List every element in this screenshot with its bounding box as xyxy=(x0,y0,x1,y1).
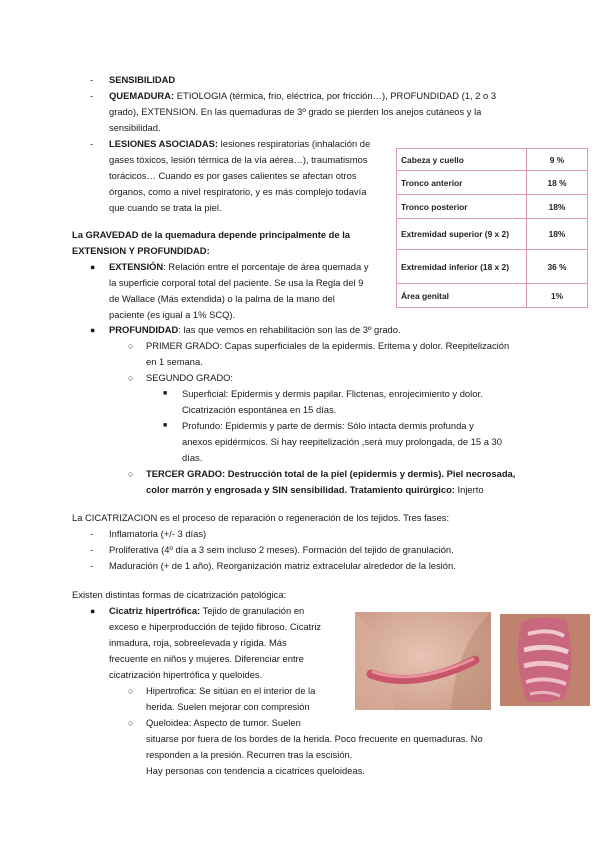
profundidad-line: PROFUNDIDAD: las que vemos en rehabilitación son las de 3º grado. xyxy=(109,324,401,335)
dash-marker: - xyxy=(90,90,94,101)
table-cell-label: Tronco posterior xyxy=(397,195,527,219)
superficial-line-1: Superficial: Epidermis y dermis papilar. Flictenas, enrojecimiento y dolor. xyxy=(182,388,483,399)
profundo-line-3: días. xyxy=(182,452,203,463)
table-row xyxy=(397,149,588,171)
superficial-line-2: Cicatrización espontánea en 15 días. xyxy=(182,404,337,415)
queloidea-line-3: responden a la presión. Recurren tras la escisión. xyxy=(146,749,353,760)
cicatrizacion-intro: La CICATRIZACION es el proceso de reparación o regeneración de los tejidos. Tres fases: xyxy=(72,512,450,523)
profundo-line-2: anexos epidérmicos. Si hay reepitelización ,será muy prolongada, de 15 a 30 xyxy=(182,436,502,447)
bullet-marker: ● xyxy=(90,325,96,335)
lesiones-line-5: que cuando se trata la piel. xyxy=(109,202,222,213)
table-row xyxy=(397,219,588,250)
table-row xyxy=(397,284,588,308)
table-cell-value: 18% xyxy=(527,219,588,250)
hipertrofica-line-3: inmadura, roja, sobreelevada y rígida. Más xyxy=(109,637,287,648)
hipertrofica-line-2: exceso e hiperproducción de tejido fibroso. Cicatriz xyxy=(109,621,322,632)
hipertrofica-line-4: frecuente en niños y mujeres. Diferenciar entre xyxy=(109,653,304,664)
table-cell-label: Cabeza y cuello xyxy=(397,149,527,171)
hipertrofica-line-1: Cicatriz hipertrófica: Tejido de granulación en xyxy=(109,605,305,616)
primer-grado-line-1: PRIMER GRADO: Capas superficiales de la epidermis. Eritema y dolor. Reepitelización xyxy=(146,340,510,351)
queloidea-line-1: Queloidea: Aspecto de tumor. Suelen xyxy=(146,717,301,728)
gravedad-heading-2: EXTENSION Y PROFUNDIDAD: xyxy=(72,245,210,256)
table-row xyxy=(397,195,588,219)
dash-marker: - xyxy=(90,74,94,85)
quemadura-line-1: QUEMADURA: ETIOLOGIA (térmica, frio, eléctrica, por fricción…), PROFUNDIDAD (1, 2 o 3 xyxy=(109,90,497,101)
bullet-marker: ● xyxy=(90,262,96,272)
circle-marker: ○ xyxy=(128,341,134,351)
quemadura-line-3: sensibilidad. xyxy=(109,122,161,133)
segundo-grado-heading: SEGUNDO GRADO: xyxy=(146,372,233,383)
table-row xyxy=(397,250,588,284)
hipertrofica-line-5: cicatrización hipertrófica y queloides. xyxy=(109,669,263,680)
table-cell-value: 9 % xyxy=(527,149,588,171)
table-cell-label: Área genital xyxy=(397,284,527,308)
patologica-intro: Existen distintas formas de cicatrización patológica: xyxy=(72,589,287,600)
lesiones-line-2: gases tóxicos, lesión térmica de la vía aérea…), traumatismos xyxy=(109,154,368,165)
profundo-line-1: Profundo: Epidermis y parte de dermis: Sólo intacta dermis profunda y xyxy=(182,420,474,431)
tercer-grado-line-1: TERCER GRADO: Destrucción total de la piel (epidermis y dermis). Piel necrosada, xyxy=(146,468,516,479)
circle-marker: ○ xyxy=(128,718,134,728)
bullet-marker: ● xyxy=(90,606,96,616)
square-marker: ■ xyxy=(163,390,168,397)
circle-marker: ○ xyxy=(128,469,134,479)
table-cell-label: Tronco anterior xyxy=(397,171,527,195)
extension-line-3: de Wallace (Más extendida) o la palma de la mano del xyxy=(109,293,335,304)
table-row xyxy=(397,171,588,195)
extension-line-2: la superficie corporal total del paciente. Se usa la Regla del 9 xyxy=(109,277,364,288)
body-surface-table xyxy=(396,148,588,308)
quemadura-line-2: grado), EXTENSION. En las quemaduras de 3º grado se pierden los anejos cutáneos y la xyxy=(109,106,482,117)
hipertrofica-sub-line-1: Hipertrofica: Se sitúan en el interior de la xyxy=(146,685,316,696)
hypertrophic-scar-photo xyxy=(355,612,491,710)
circle-marker: ○ xyxy=(128,686,134,696)
square-marker: ■ xyxy=(163,422,168,429)
extension-line-4: paciente (es igual a 1% SCQ). xyxy=(109,309,236,320)
hipertrofica-sub-line-2: herida. Suelen mejorar con compresión xyxy=(146,701,310,712)
dash-marker: - xyxy=(90,560,94,571)
gravedad-heading-1: La GRAVEDAD de la quemadura depende principalmente de la xyxy=(72,229,351,240)
table-cell-value: 18% xyxy=(527,195,588,219)
lesiones-line-3: torácicos… Cuando es por gases calientes se afectan otros xyxy=(109,170,357,181)
fase-inflamatoria: Inflamatoria (+/- 3 días) xyxy=(109,528,207,539)
fase-proliferativa: Proliferativa (4º día a 3 sem incluso 2 meses). Formación del tejido de granulación. xyxy=(109,544,454,555)
table-cell-value: 1% xyxy=(527,284,588,308)
primer-grado-line-2: en 1 semana. xyxy=(146,356,203,367)
circle-marker: ○ xyxy=(128,373,134,383)
dash-marker: - xyxy=(90,138,94,149)
tercer-grado-line-2: color marrón y engrosada y SIN sensibilidad. Tratamiento quirúrgico: Injerto xyxy=(146,484,484,495)
dash-marker: - xyxy=(90,544,94,555)
fase-maduracion: Maduración (+ de 1 año). Reorganización matriz extracelular alrededor de la lesión. xyxy=(109,560,456,571)
queloidea-line-4: Hay personas con tendencia a cicatrices queloideas. xyxy=(146,765,365,776)
dash-marker: - xyxy=(90,528,94,539)
table-cell-value: 18 % xyxy=(527,171,588,195)
table-cell-label: Extremidad superior (9 x 2) xyxy=(397,219,527,250)
lesiones-line-4: órganos, como a nivel respiratorio, y es más complejo todavía xyxy=(109,186,367,197)
table-cell-label: Extremidad inferior (18 x 2) xyxy=(397,250,527,284)
table-cell-value: 36 % xyxy=(527,250,588,284)
keloid-scar-photo xyxy=(500,614,590,706)
lesiones-line-1: LESIONES ASOCIADAS: lesiones respiratorias (inhalación de xyxy=(109,138,371,149)
queloidea-line-2: situarse por fuera de los bordes de la herida. Poco frecuente en quemaduras. No xyxy=(146,733,483,744)
sensibilidad-item: SENSIBILIDAD xyxy=(109,74,176,85)
extension-line-1: EXTENSIÓN: Relación entre el porcentaje de área quemada y xyxy=(109,261,369,272)
